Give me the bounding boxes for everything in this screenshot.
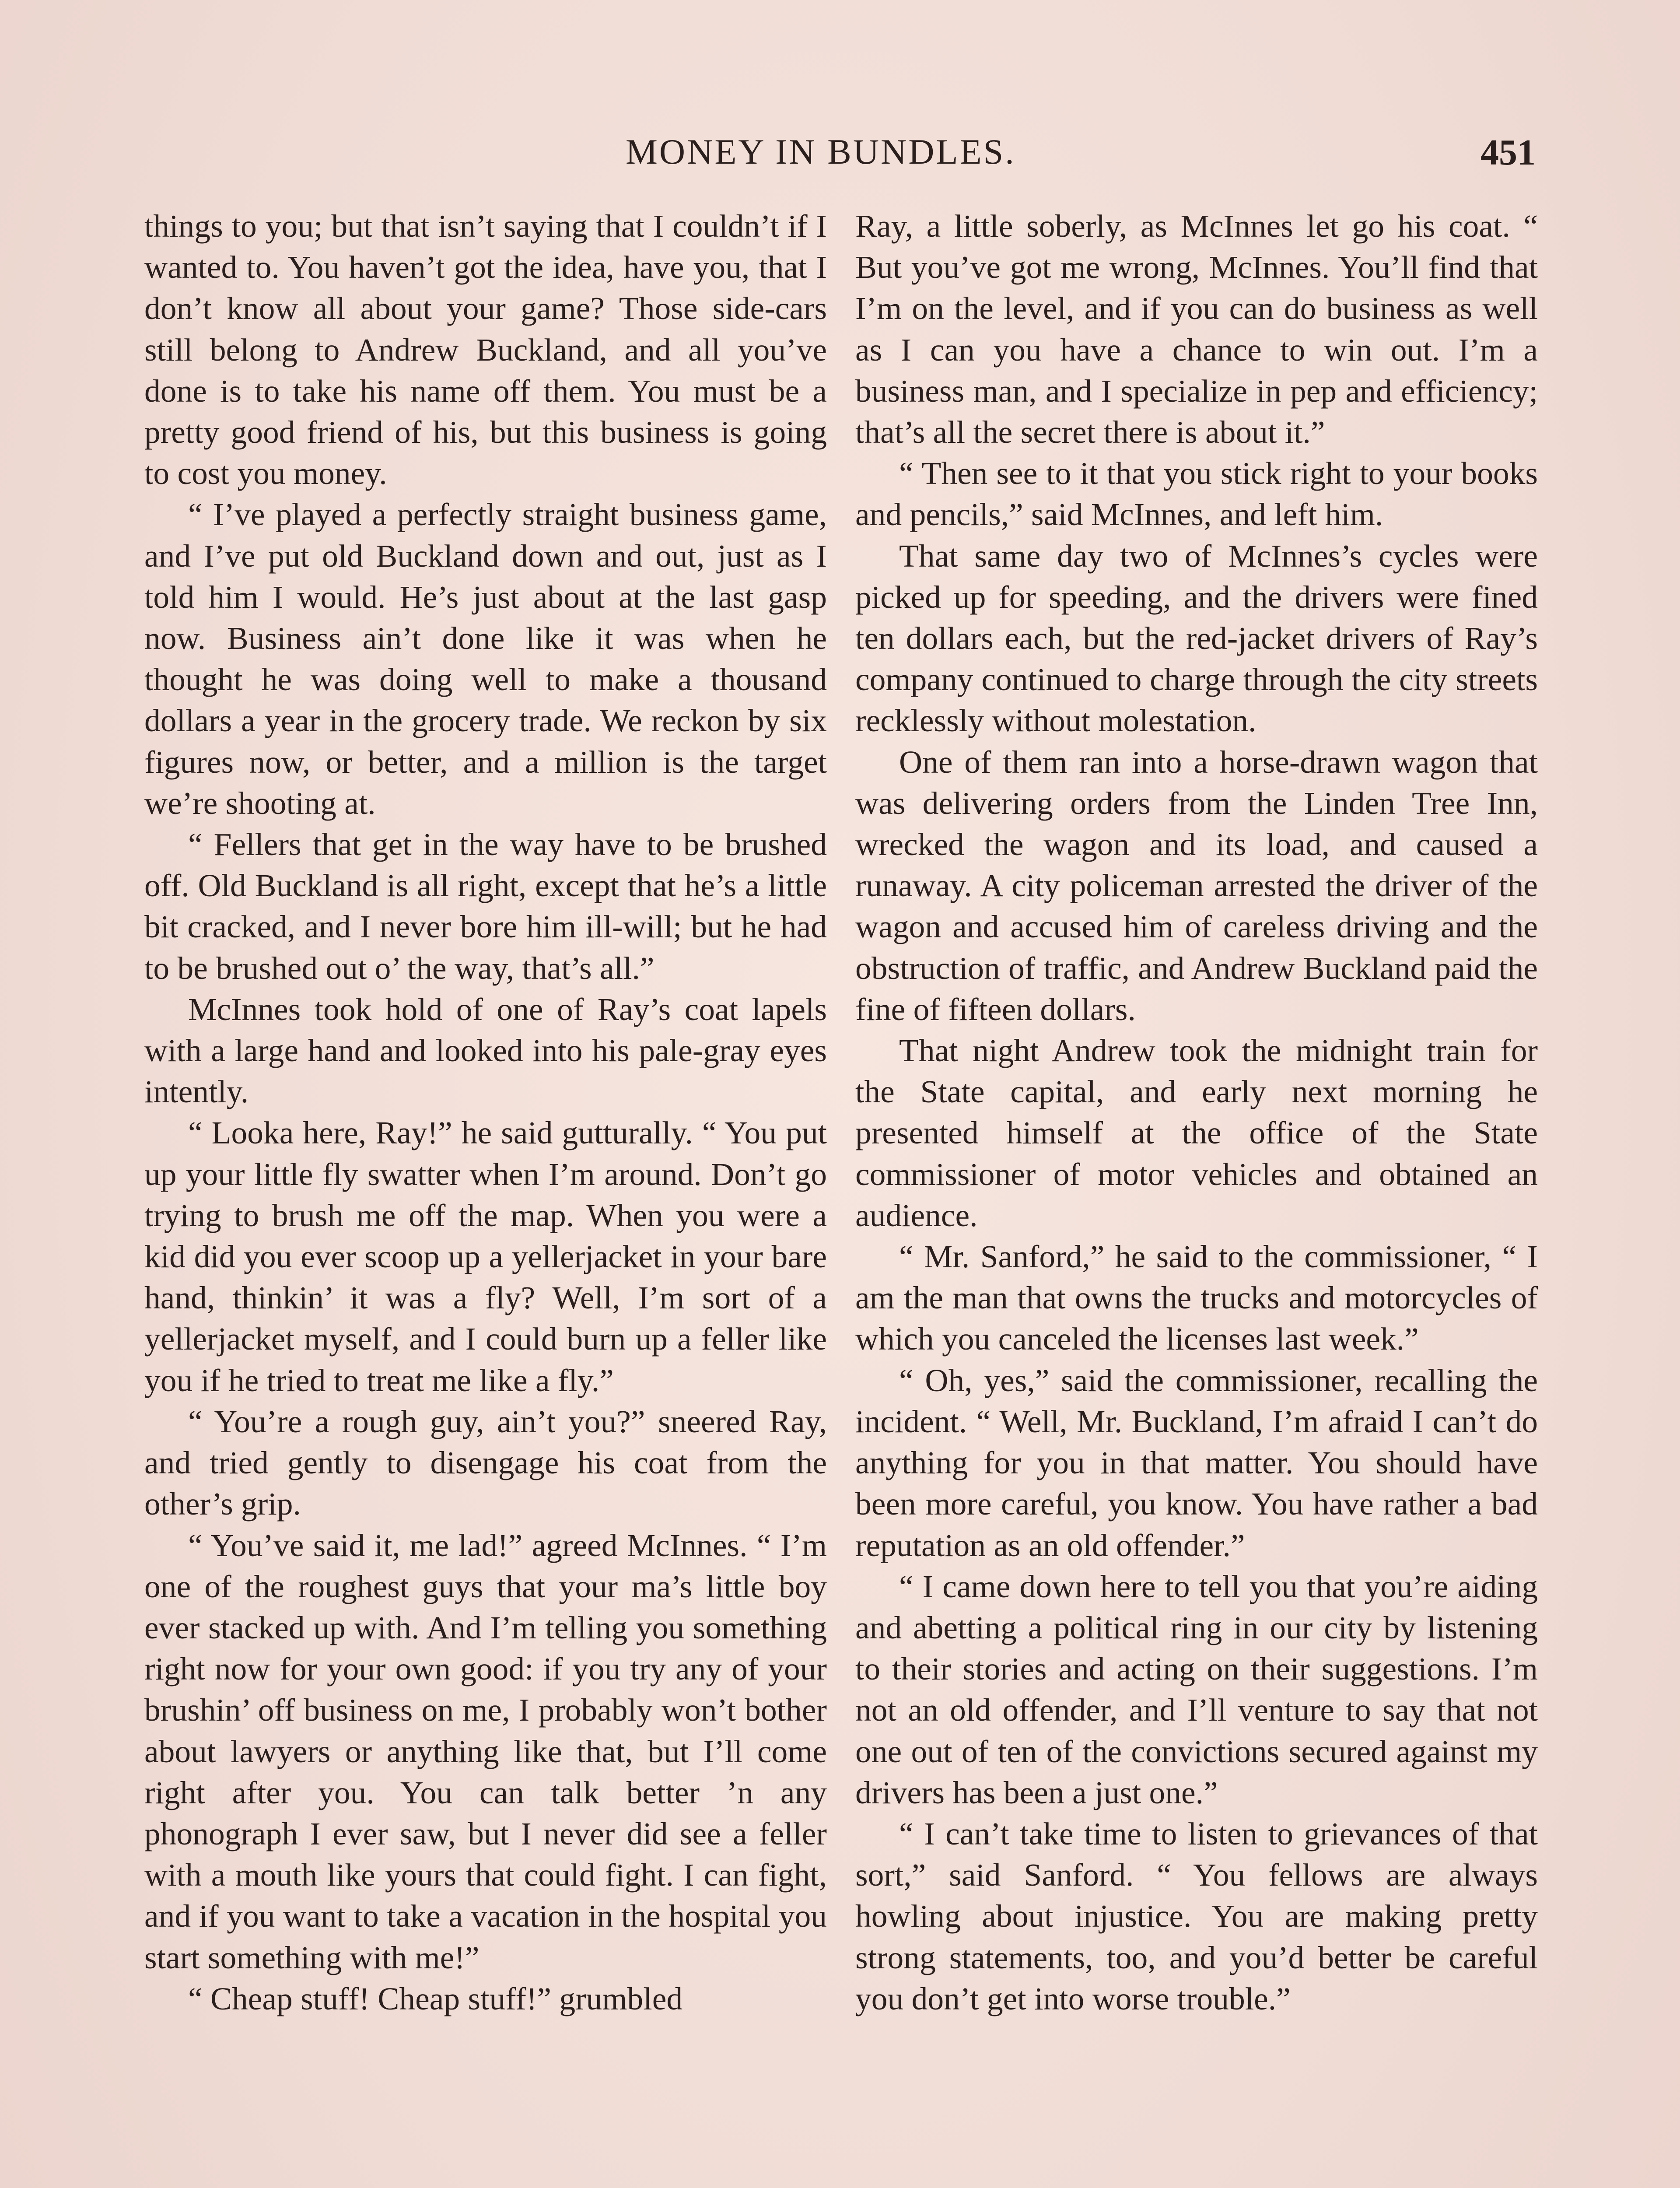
paragraph: “ Oh, yes,” said the commissioner, recalling the incident. “ Well, Mr. Buckland, I’m afraid I can’t do anything for you in that matter. You should have been more careful, you know. You have rather a bad reputation as an old offender.” [855,1362,1538,1563]
left-text-column [144,206,827,2020]
page-number: 451 [1480,132,1536,173]
paragraph: One of them ran into a horse-drawn wagon that was delivering orders from the Linden Tree Inn, wrecked the wagon and its load, and caused a runaway. A city policeman arrested the driver of the wagon and accused him of careless driving and the obstruction of traffic, and Andrew Buckland paid the fine of fifteen dollars. [855,744,1538,1027]
right-text-column [855,206,1538,2020]
paragraph: things to you; but that isn’t saying that I couldn’t if I wanted to. You haven’t got the idea, have you, that I don’t know all about your game? Those side-cars still belong to Andrew Buckland, and all you’ve done is to take his name off them. You must be a pretty good friend of his, but this business is going to cost you money. [144,208,827,491]
paragraph: “ You’ve said it, me lad!” agreed McInnes. “ I’m one of the roughest guys that your ma’s little boy ever stacked up with. And I’m telling you something right now for your own good: if you try any of your brushin’ off business on me, I probably won’t bother about lawyers or anything like that, but I’ll come right after you. You can talk better ’n any phonograph I ever saw, but I never did see a feller with a mouth like yours that could fight. I can fight, and if you want to take a vacation in the hospital you start something with me!” [144,1527,827,1975]
paragraph: “ I can’t take time to listen to grievances of that sort,” said Sanford. “ You fellows are always howling about injustice. You are making pretty strong statements, too, and you’d better be careful you don’t get into worse trouble.” [855,1816,1538,2016]
running-title: MONEY IN BUNDLES. [626,132,1016,172]
paragraph: That night Andrew took the midnight train for the State capital, and early next morning he presented himself at the office of the State commissioner of motor vehicles and obtained an audience. [855,1033,1538,1233]
paragraph: “ I’ve played a perfectly straight business game, and I’ve put old Buckland down and out, just as I told him I would. He’s just about at the last gasp now. Business ain’t done like it was when he thought he was doing well to make a thousand dollars a year in the grocery trade. We reckon by six figures now, or better, and a million is the target we’re shooting at. [144,497,827,821]
paragraph: “ You’re a rough guy, ain’t you?” sneered Ray, and tried gently to disengage his coat from the other’s grip. [144,1403,827,1522]
paragraph: “ Looka here, Ray!” he said gutturally. “ You put up your little fly swatter when I’m around. Don’t go trying to brush me off the map. When you were a kid did you ever scoop up a yellerjacket in your bare hand, thinkin’ it was a fly? Well, I’m sort of a yellerjacket myself, and I could burn up a feller like you if he tried to treat me like a fly.” [144,1115,827,1398]
paragraph: “ Then see to it that you stick right to your books and pencils,” said McInnes, and left him. [855,456,1538,533]
paragraph: That same day two of McInnes’s cycles were picked up for speeding, and the drivers were fined ten dollars each, but the red-jacket drivers of Ray’s company continued to charge through the city streets recklessly without molestation. [855,538,1538,739]
paragraph: McInnes took hold of one of Ray’s coat lapels with a large hand and looked into his pale-gray eyes intently. [144,991,827,1110]
paragraph: Ray, a little soberly, as McInnes let go his coat. “ But you’ve got me wrong, McInnes. You’ll find that I’m on the level, and if you can do business as well as I can you have a chance to win out. I’m a business man, and I specialize in pep and efficiency; that’s all the secret there is about it.” [855,208,1538,450]
paragraph: “ Cheap stuff! Cheap stuff!” grumbled [188,1981,683,2016]
paragraph: “ Mr. Sanford,” he said to the commissioner, “ I am the man that owns the trucks and motorcycles of which you canceled the licenses last week.” [855,1239,1538,1357]
paragraph: “ I came down here to tell you that you’re aiding and abetting a political ring in our city by listening to their stories and acting on their suggestions. I’m not an old offender, and I’ll venture to say that not one out of ten of the convictions secured against my drivers has been a just one.” [855,1568,1538,1810]
page-header [144,131,1536,179]
paragraph: “ Fellers that get in the way have to be brushed off. Old Buckland is all right, except that he’s a little bit cracked, and I never bore him ill-will; but he had to be brushed out o’ the way, that’s all.” [144,827,827,986]
